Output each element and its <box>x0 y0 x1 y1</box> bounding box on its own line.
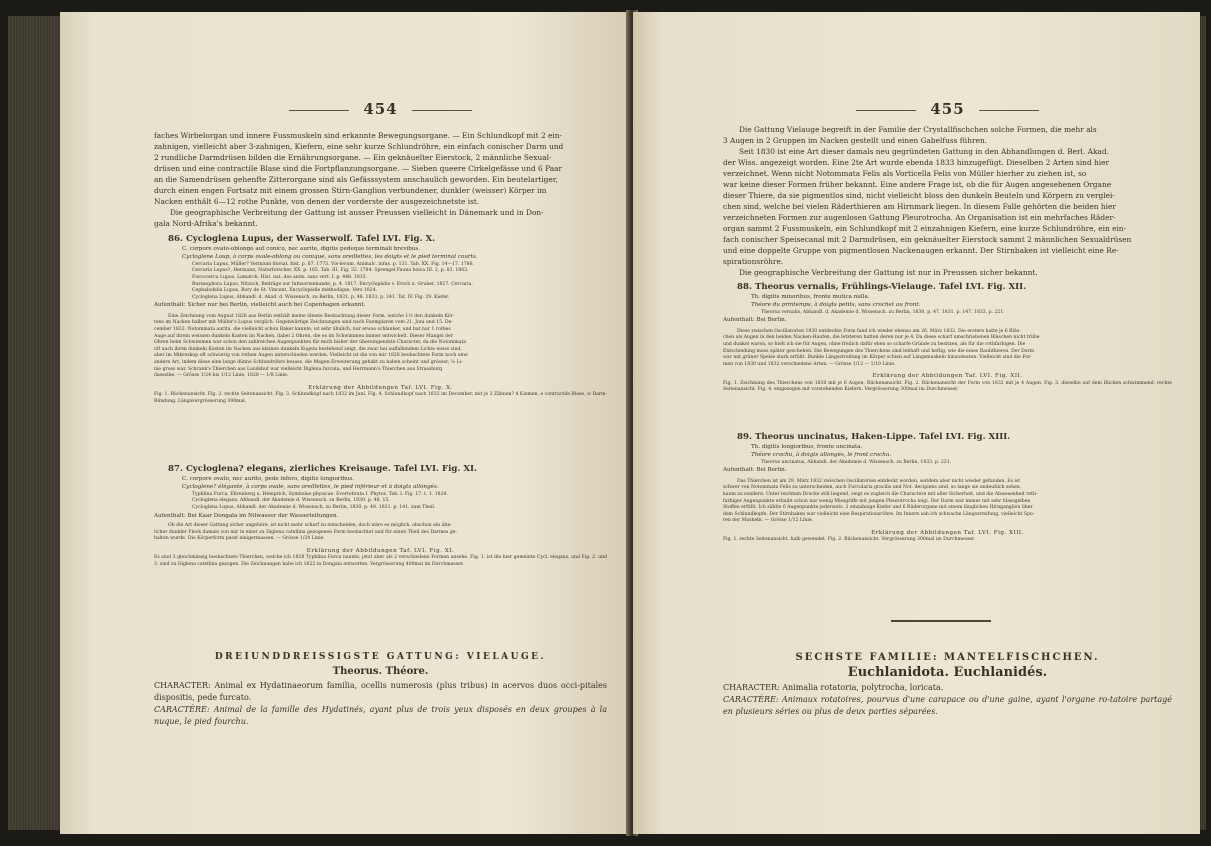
section-subtitle: Theorus. Théore. <box>332 666 429 677</box>
text-line: kaum zu sondern. Unter leichtem Drucke still liegend, zeigt es zugleich die Charactere mit aller Sicherheit, und die Abwesenheit roth- <box>723 492 1038 497</box>
latin-diagnosis: C. corpore ovato-oblongo aut conico, nec aurite, digitis pedeque terminali brevibus. <box>182 246 421 252</box>
text-line: spirationsröhre. <box>723 257 784 266</box>
text-line: Seit 1830 ist eine Art dieser damals neu gegründeten Gattung in den Abhandlungen d. Berl. Akad. <box>739 147 1109 156</box>
intro-text <box>154 130 607 229</box>
text-line: Eine Zeichnung vom August 1828 aus Berlin enthält meine älteste Beobachtung dieser Form, welche 1½ den dunkeln Kör- <box>168 313 455 319</box>
reference: Typhlina Furca, Ehrenberg u. Hemprich, Symbolae physicae. Evertebrata I. Phytoz. Tab. I. Fig. 17. t. 1. 1828. <box>192 491 448 497</box>
text-line: Die Gattung Vielauge begreift in der Familie der Crystallfischchen solche Formen, die mehr als <box>739 125 1097 134</box>
references <box>154 262 607 302</box>
text-line: organ sammt 2 Fussmuskeln, ein Schlundkopf mit 2 einzahnigen Kiefern, eine kurze Schlundröhre, ein ein- <box>723 224 1127 233</box>
reference: Cycloglena Lupus, Abhandl. d. Akad. d. Wissensch. zu Berlin, 1831. p. 48. 1833. p. 341. Taf. IV. Fig. 29. Kiefer. <box>192 294 450 300</box>
species-88 <box>723 282 1172 394</box>
page-edges-left <box>8 16 62 830</box>
text-line: dasselbe. — Grösse 1/24 bis 1/12 Linie, 1828 — 1/8 Linie. <box>154 373 289 379</box>
text-line: drüsen und eine contractile Blase sind die Fortpflanzungsorgane. — Sieben queere Cirkelgefässe und 6 Paar <box>154 164 563 173</box>
figure-explanation-title: Erklärung der Abbildungen Taf. LVI. Fig. XII. <box>872 373 1023 380</box>
species-heading: 88. Theorus vernalis, Frühlings-Vielauge. Tafel LVI. Fig. XII. <box>737 282 1027 292</box>
text-line: Stoffen erfüllt. Ich zählte 6 Augenpunkte jederseits, 2 einzahnige Kiefer und 6 Räderorgane mit einem länglichen Hirnganglion über <box>723 505 1033 511</box>
text-line: durch einen engen Fortsatz mit einem grossen Stirn-Ganglion verbundener, dunkler (weisser) Körper im <box>154 186 547 195</box>
text-line: und dunkel waren, so hielt ich sie für Augen, ohne freilich dafür eben so scharfe Gründe zu besitzen, als für die rothfarbigen. Die <box>723 342 1026 347</box>
left-page <box>60 12 631 834</box>
text-line: andere Art, indem diese eine lange dünne Schlundröhre besass, die Magen-Erweiterung gehabt zu haben scheint und grösser, ⅛ Li- <box>154 359 463 365</box>
reference: Cercaria Lupus?, Hermann, Naturforscher, XX. p. 165. Tab. III. Fig. 32. 1784. Sprengel Fauna boica III. 2, p. 83. 1803. <box>192 268 469 274</box>
text-line: ren der Muskeln. — Grösse 1/12 Linie. <box>723 518 813 524</box>
description <box>723 479 1172 525</box>
text-line: war keine dieser Formen früher bekannt. Eine andere Frage ist, ob die für Augen angesehenen Organe <box>723 180 1112 189</box>
text-line: Das Thierchen ist am 29. März 1832 zwischen Oscillatorien entdeckt worden, seitdem aber nicht wieder gefunden. Es ist <box>737 478 1021 484</box>
references <box>154 492 607 512</box>
text-line: Ob die Art dieser Gattung sicher angehöre, ist nicht mehr scharf zu entscheiden, doch wäre es möglich, obschon ein ähn- <box>168 523 452 528</box>
text-line: Die geographische Verbreitung der Gattung ist nur in Preussen sicher bekannt. <box>739 268 1038 277</box>
character-latin <box>154 680 607 704</box>
character-text: Animalia rotatoria, polytrocha, loricata. <box>782 683 944 692</box>
text-line: an die Samendrüsen gehenfte Zitterorgane sind als Gefässsystem anschaulich geworden. Ein beutelartiger, <box>154 175 558 184</box>
caractere-label: CARACTÈRE: <box>154 705 210 714</box>
text-line: aber im Mikroskop oft schwierig von rothen Augen unterschieden werden. Vielleicht ist die von mir 1828 beobachtete Form noch eine <box>154 353 468 359</box>
species-heading: 89. Theorus uncinatus, Haken-Lippe. Tafel LVI. Fig. XIII. <box>737 432 1011 442</box>
genus-section <box>154 652 607 728</box>
text-line: zahnigen, vielleicht aber 3-zahnigen, Kiefern, eine sehr kurze Schlundröhre, ein einfach conischer Darm und <box>154 142 564 151</box>
text-line: men von 1830 und 1832 verschiedene Arten. — Grösse 1/12 — 1/10 Linie. <box>723 361 896 367</box>
text-line: und eine doppelte Gruppe von pigmentlosen Nackenaugen erkannt. Der Stirnbaken ist vielleicht eine Re- <box>723 246 1119 255</box>
description <box>723 329 1172 369</box>
text-line: gala Nord-Afrika's bekannt. <box>154 219 258 228</box>
description <box>154 523 607 543</box>
text-line: Die geographische Verbreitung der Gattung ist ausser Preussen vielleicht in Dänemark und in Don- <box>170 208 544 217</box>
text-line: licher dunkler Fleck damals von mir in einer zu Diglena catellina gezogenen Form beobachtet und für einen Theil des Darmes ge- <box>154 529 458 535</box>
french-diagnosis: Cycloglene Loup, à corps ovale-oblong ou conique, sans oreillettes, les doigts et le pied terminal courts. <box>182 254 478 261</box>
page-number: 454 <box>154 100 607 118</box>
text-line: oft auch ihren dunkeln Kasten im Nacken aus kleinen dunkeln Kugeln bestehend zeigt, die zwar bei auffallendem Lichte weiss sind, <box>154 346 462 352</box>
latin-diagnosis: Th. digitis minoribus, fronte mutica nulla. <box>751 294 870 300</box>
reference: Theorus uncinatus, Abhandl. der Akademie d. Wissensch. zu Berlin, 1833. p. 221. <box>761 459 952 465</box>
figure-explanation-title: Erklärung der Abbildungen Taf. LVI. Fig. XIII. <box>871 529 1024 536</box>
text-line: verzeichnet. Wenn nicht Notommata Felis als Vorticella Felis von Müller hierher zu ziehen ist, so <box>723 169 1087 178</box>
reference: Cercaria Lupus, Müller? Vermium fluviat. hist. p. 67. 1773. Vis-lecum. Animalc. infus. p. 131. Tab. XX. Fig. 14—17. 1786. <box>192 261 474 267</box>
species-heading: 87. Cycloglena? elegans, zierliches Kreisauge. Tafel LVI. Fig. XI. <box>168 464 478 474</box>
text-line: faches Wirbelorgan und innere Fussmuskeln sind erkannte Bewegungsorgane. — Ein Schlundkopf mit 2 ein- <box>154 131 562 140</box>
character-latin <box>723 682 1172 694</box>
intro-text <box>723 124 1172 278</box>
page-number: 455 <box>723 100 1172 118</box>
text-line: Diese zwischen Oscillatorien 1830 entdeckte Form fand ich wieder ebenso am 26. März 1832. Die erstere hatte je 6 Bläs- <box>737 328 1021 334</box>
family-section <box>723 652 1172 718</box>
figure-explanation: Fig. 1. Zeichnung des Thierchens von 1830 mit je 6 Augen, Rückenansicht. Fig. 2. Rückenansicht der Form von 1832 mit je 4 Augen. Fig. 3. dieselbe auf dem Rücken schwimmend, rechte Seitenansicht. Fig. 4. eingezogen mit vorstehenden Kiefern. Vergrösserung 300mal im Durchmesser. <box>723 380 1172 393</box>
reference: Furcocerca Lupus, Lamarck, Hist. nat. des anim. sans vert. I. p. 448. 1815. <box>192 275 368 280</box>
species-heading: 86. Cycloglena Lupus, der Wasserwolf. Tafel LVI. Fig. X. <box>168 234 436 244</box>
section-title: SECHSTE FAMILIE: MANTELFISCHCHEN. <box>795 652 1100 663</box>
species-89 <box>723 432 1172 544</box>
latin-diagnosis: C. corpore ovato, nec aurito, pede infero, digitis longioribus. <box>182 476 355 482</box>
text-line: Nacken enthält 6—12 rothe Punkte, von denen der vorderste der ausgezeichnetste ist. <box>154 197 480 206</box>
caractere-text: Animaux rotatoires, pourvus d'une carapace ou d'une gaine, ayant l'organe ro-tatoire partagé en plusieurs séries ou plus de deux parties séparées. <box>723 695 1172 716</box>
text-line: Auge auf ihrem weissen dunkeln Kasten im Nacken, dabei 2 Ohren, die es im Schwimmen immer entwickelt. Dieser Mangel der <box>154 333 453 339</box>
reference: Theorus vernalis, Abhandl. d. Akademie d. Wissensch. zu Berlin, 1830. p. 47. 1831. p. 147. 1833. p. 221. <box>761 309 1005 315</box>
aufenthalt: Aufenthalt: Bei Berlin. <box>723 317 787 324</box>
text-line: fach conischer Speisecanal mit 2 Darmdrüsen, ein geknäuelter Eierstock sammt 2 männlichen Sexualdrüsen <box>723 235 1132 244</box>
text-line: der Wiss. angezeigt worden. Eine 2te Art wurde ebenda 1833 hinzugefügt. Dieselben 2 Arten sind hier <box>723 158 1110 167</box>
text-line: dieser Thiere, da sie pigmentlos sind, nicht vielleicht bloss den dunkeln Beuteln und Körpern zu verglei- <box>723 191 1115 200</box>
text-line: farbiger Augenpunkte erlaubt schon nur wenig Missgriffe mit jungen Pleurotrocha leigi. Der Darm war immer mit sehr blassgelben <box>723 498 1031 504</box>
aufenthalt: Aufenthalt: Bei Berlin. <box>723 467 787 474</box>
text-line: chen sind, welche bei vielen Räderthieren am Hirnmark liegen. In diesem Falle gehörten die beiden hier <box>723 202 1116 211</box>
latin-diagnosis: Th. digitis longioribus, fronte uncinata. <box>751 444 863 450</box>
figure-explanation-title: Erklärung der Abbildungen Taf. LVI. Fig. X. <box>308 384 453 391</box>
species-86 <box>154 234 607 405</box>
character-text: Animal ex Hydatinaeorum familia, ocellis numerosis (plus tribus) in acervos duos occi-pitales dispositis, pede furcato. <box>154 681 607 702</box>
caractere-label: CARACTÈRE: <box>723 695 779 704</box>
reference: Cycloglena elegans, Abhandl. der Akademie d. Wissensch. zu Berlin, 1830. p. 48. 15. <box>192 498 390 504</box>
reference: Cephalodella Lupus, Bory de St. Vincent, Encyclopédie méthodique, Vers 1824. <box>192 288 378 294</box>
description <box>154 314 607 380</box>
text-line: 2 rundliche Darmdrüsen bilden die Ernährungsorgane. — Ein geknäuelter Eierstock, 2 männliche Sexual- <box>154 153 552 162</box>
character-french <box>723 694 1172 718</box>
figure-explanation: Fig. 1. Rückenansicht. Fig. 2. rechte Seitenansicht. Fig. 3. Schlundkopf nach 1832 im Juni. Fig. 4. Schlundkopf nach 1832 im December, mit je 3 Zähnen? d Kiemen, e contractile Blase, w Darm-Bündung. Längsvergrösserung 300mal. <box>154 392 607 404</box>
caractere-text: Animal de la famille des Hydatinés, ayant plus de trois yeux disposés en deux groupes à la nuque, le pied fourchu. <box>154 705 608 726</box>
section-title: DREIUNDDREISSIGSTE GATTUNG: VIELAUGE. <box>214 652 547 662</box>
text-line: halten wurde. Die Körperform passt einigermassen. — Grösse 1/24 Linie. <box>154 536 325 542</box>
reference: Cycloglena Lupus, Abhandl. der Akademie d. Wissensch. zu Berlin, 1830. p. 48. 1831. p. 141. zum Theil. <box>192 505 436 510</box>
right-page <box>633 12 1200 834</box>
text-line: chen als Augen in den beiden Nacken-Haufen, die letzteren hatten deren nur je 4. Da diese scharf umschriebenen Bläschen nicht trübe <box>723 335 1040 341</box>
character-french <box>154 704 607 728</box>
character-label: CHARACTER: <box>723 683 780 692</box>
text-line: tens im Nacken halber mit Müller's Lupus verglich. Gegenwärtige Zeichnungen sind nach Exemplaren vom 21. Juni und 15. De- <box>154 320 453 326</box>
aufenthalt: Aufenthalt: Bei Kaar Dongala im Nilwasser der Wasserleitungen. <box>154 512 339 519</box>
text-line: 3 Augen in 2 Gruppen im Nacken gestellt und einen Gabelfuss führen. <box>723 136 988 145</box>
text-line: nie gross war. Schrank's Thierchen aus Landshut war vielleicht Diglena furcata, und Herrmann's Thierchen aus Strassburg <box>154 366 443 372</box>
text-line: dem Schlundkopfe. Der Stirnhaken war vielleicht eine Respirationsröhre. Im Innern sah ich schwache Längsstreifung, vielleicht Spu- <box>723 511 1035 517</box>
figure-explanation-title: Erklärung der Abbildungen Taf. LVI. Fig. XI. <box>306 547 455 554</box>
text-line: cember 1832. Notommata aurita, die vielleicht schon Baker kannte, ist sehr ähnlich, nur etwas schlanker, und hat nur 1 rothes <box>154 326 451 332</box>
text-line: schwer von Notommata Felis zu unterscheiden, auch Furcularia gracilis und Not. decipiens sind, so lange sie undeutlich sehen, <box>723 485 1022 491</box>
figure-explanation: Fig. 1. rechte Seitenansicht, halb gewendet. Fig. 2. Rückenansicht. Vergrösserung 300mal im Durchmesser. <box>723 537 976 543</box>
french-diagnosis: Théore du printemps, à doigts petits, sans crochet au front. <box>751 302 921 309</box>
figure-explanation: Es sind 3 gleichmässig beobachtete Thierchen, welche ich 1828 Typhlina Furca nannte, jetzt aber als 2 verschiedene Formen ansehe. Fig. 1. ist die hier gemeinte Cycl. elegans, und Fig. 2. und 3. sind zu Diglena catellina gezogen. Die Zeichnungen habe ich 1822 in Dongala entworfen. Vergrösserung 400mal im Durchmesser. <box>154 555 607 567</box>
reference: Bursaophora Lupus, Nitzsch, Beiträge zur Infusorienkunde, p. 4. 1817. Encyclopädie v. Ersch u. Gruber, 1827. Cercaria. <box>192 281 473 287</box>
aufenthalt: Aufenthalt: Sicher nur bei Berlin, vielleicht auch bei Copenhagen erkannt. <box>154 302 366 309</box>
text-line: Ohren beim Schwimmen war schon den zahlreichen Augenpunkten für mich bisher der übereingendste Character, da die Notommata <box>154 340 467 346</box>
text-line: Entscheidung muss später geschehen. Die Bewegungen des Thierchens sind lebhaft und heftig, wie die eines Raubthieres. Der Darm <box>723 348 1035 354</box>
character-label: CHARACTER: <box>154 681 211 690</box>
text-line: war mit grüner Speise stark erfüllt. Dunkle Längsstreifung im Körper schien auf Längsmuskeln hinzudeuten. Vielleicht sind die For- <box>723 355 1032 361</box>
french-diagnosis: Théore crochu, à doigts allongés, le front crochu. <box>751 452 892 459</box>
section-subtitle: Euchlanidota. Euchlanidés. <box>847 665 1048 680</box>
species-87 <box>154 464 607 568</box>
text-line: verzeichneten Formen zur augenlosen Gattung Pleurotrocha. An Organisation ist ein mehrfaches Räder- <box>723 213 1116 222</box>
french-diagnosis: Cycloglene? élégante, à corps ovale, sans oreillettes, le pied inférieur et à doigts allongés. <box>182 484 439 491</box>
section-divider <box>891 620 991 622</box>
